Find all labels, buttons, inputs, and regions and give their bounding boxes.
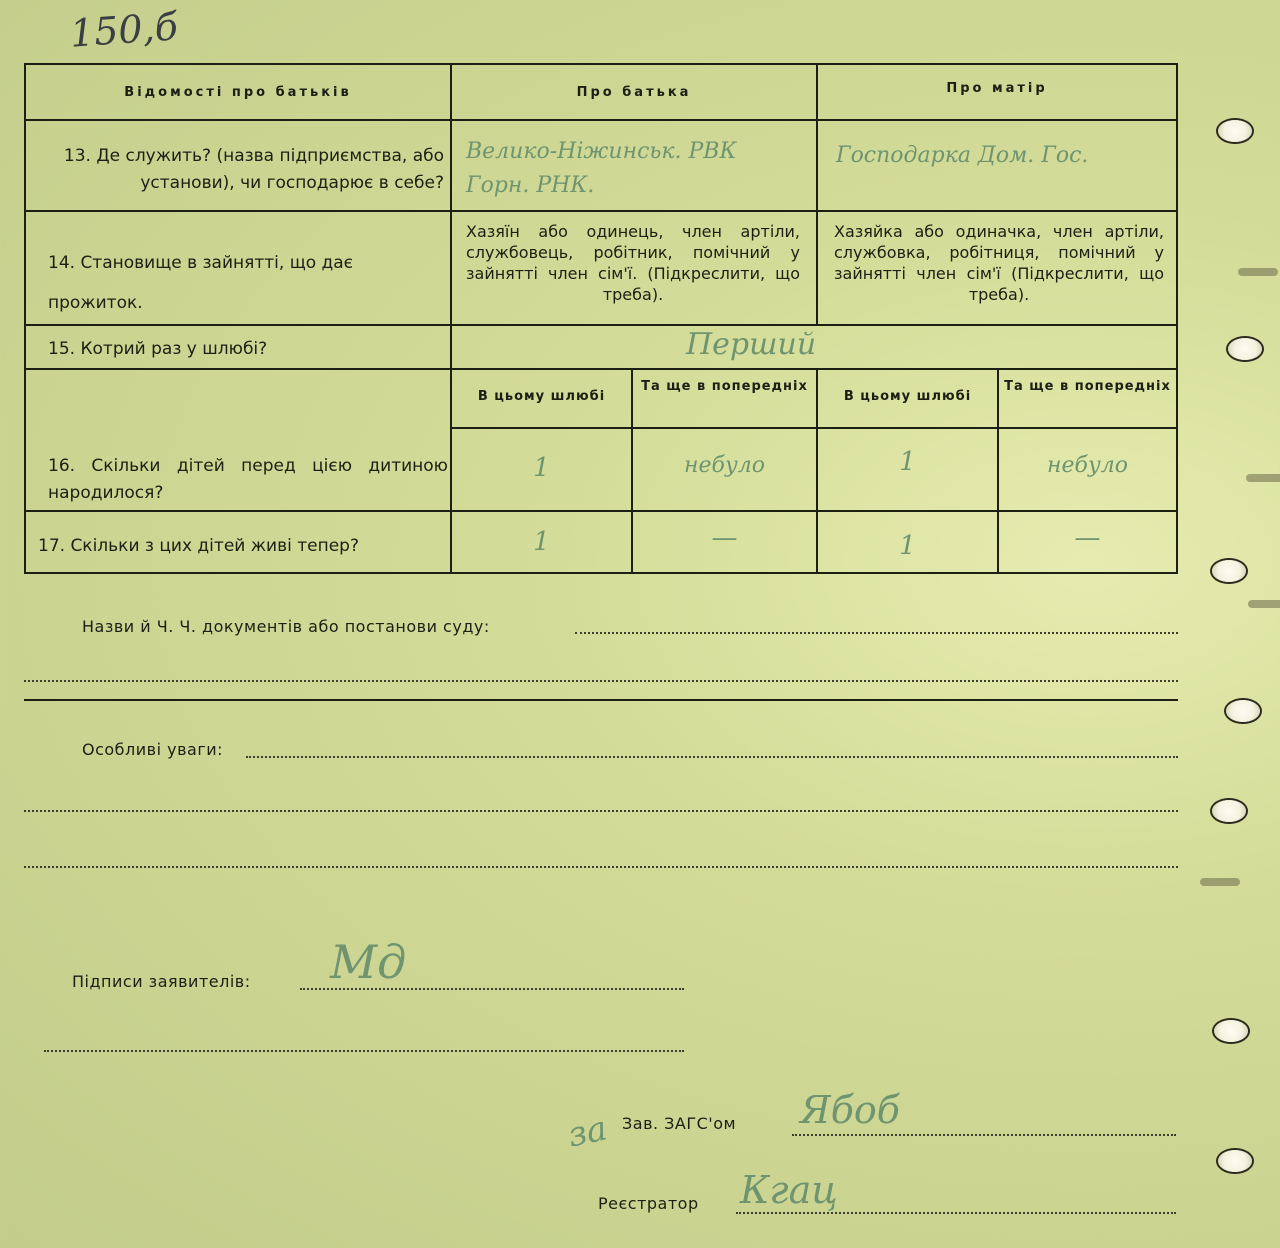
section-divider xyxy=(24,699,1178,701)
folio-number: 150,б xyxy=(68,4,180,56)
header-mother: Про матір xyxy=(946,81,1048,96)
question-13-mother-answer: Господарка Дом. Гос. xyxy=(836,143,1089,168)
signatures-label: Підписи заявителів: xyxy=(72,972,251,991)
documents-line-2[interactable] xyxy=(24,680,1178,682)
question-17-father-this: 1 xyxy=(533,527,550,557)
registrar-label: Реєстратор xyxy=(598,1194,699,1213)
binder-hole xyxy=(1226,700,1260,722)
head-prefix: за xyxy=(564,1108,611,1156)
subheader-father-this-marriage: В цьому шлюбі xyxy=(477,389,606,404)
question-13-father-answer: Велико-Ніжинськ. РВК Горн. РНК. xyxy=(466,139,737,198)
head-signature-line[interactable] xyxy=(792,1134,1176,1136)
documents-line[interactable] xyxy=(575,632,1178,634)
applicant-signature: Мд xyxy=(330,935,407,989)
paper-stain xyxy=(1238,268,1278,276)
question-17-mother-this: 1 xyxy=(899,531,916,561)
binder-hole xyxy=(1214,1020,1248,1042)
question-14-mother-options: Хазяйка або одиначка, член артіли, службовка, робітниця, помічний у зайнятті член сім'ї (Підкреслити, що треба). xyxy=(834,222,1164,304)
question-17-father-previous: — xyxy=(711,523,738,553)
parents-info-table xyxy=(24,63,1178,574)
question-16-label: 16. Скільки дітей перед цією дитиною народилося? xyxy=(48,456,448,503)
remarks-line-2[interactable] xyxy=(24,810,1178,812)
header-father: Про батька xyxy=(576,85,692,100)
binder-hole xyxy=(1218,120,1252,142)
question-15-answer: Перший xyxy=(686,327,817,362)
question-16-mother-this: 1 xyxy=(899,447,916,477)
question-14-father-options: Хазяїн або одинець, член артіли, службовець, робітник, помічний у зайнятті член сім'ї. (Підкреслити, що треба). xyxy=(466,222,800,304)
registrar-signature-line[interactable] xyxy=(736,1212,1176,1214)
question-16-mother-previous: небуло xyxy=(1047,453,1128,478)
signature-line-2[interactable] xyxy=(44,1050,684,1052)
paper-stain xyxy=(1246,474,1280,482)
registrar-signature: Кгац xyxy=(740,1168,838,1212)
signature-line-1[interactable] xyxy=(300,988,684,990)
subheader-father-previous: Та ще в попередніх xyxy=(641,379,808,394)
remarks-label: Особливі уваги: xyxy=(82,740,224,759)
remarks-line-1[interactable] xyxy=(246,756,1178,758)
question-14-label: 14. Становище в зайнятті, що дає прожиток. xyxy=(48,253,354,313)
head-label: Зав. ЗАГС'ом xyxy=(622,1114,737,1133)
question-17-label: 17. Скільки з цих дітей живі тепер? xyxy=(38,536,359,556)
question-15-label: 15. Котрий раз у шлюбі? xyxy=(48,339,268,359)
binder-hole xyxy=(1228,338,1262,360)
subheader-mother-this-marriage: В цьому шлюбі xyxy=(843,389,972,404)
question-13-label: 13. Де служить? (назва підприємства, або установи), чи господарює в себе? xyxy=(63,146,444,193)
documents-label: Назви й Ч. Ч. документів або постанови суду: xyxy=(82,617,490,636)
question-16-father-previous: небуло xyxy=(684,453,765,478)
binder-hole xyxy=(1212,800,1246,822)
remarks-line-3[interactable] xyxy=(24,866,1178,868)
head-signature: Ябоб xyxy=(800,1088,900,1132)
question-16-father-this: 1 xyxy=(533,453,550,483)
paper-stain xyxy=(1200,878,1240,886)
binder-hole xyxy=(1218,1150,1252,1172)
header-parents-info: Відомості про батьків xyxy=(124,85,352,100)
paper-stain xyxy=(1248,600,1280,608)
subheader-mother-previous: Та ще в попередніх xyxy=(1004,379,1171,394)
binder-hole xyxy=(1212,560,1246,582)
question-17-mother-previous: — xyxy=(1074,523,1101,553)
